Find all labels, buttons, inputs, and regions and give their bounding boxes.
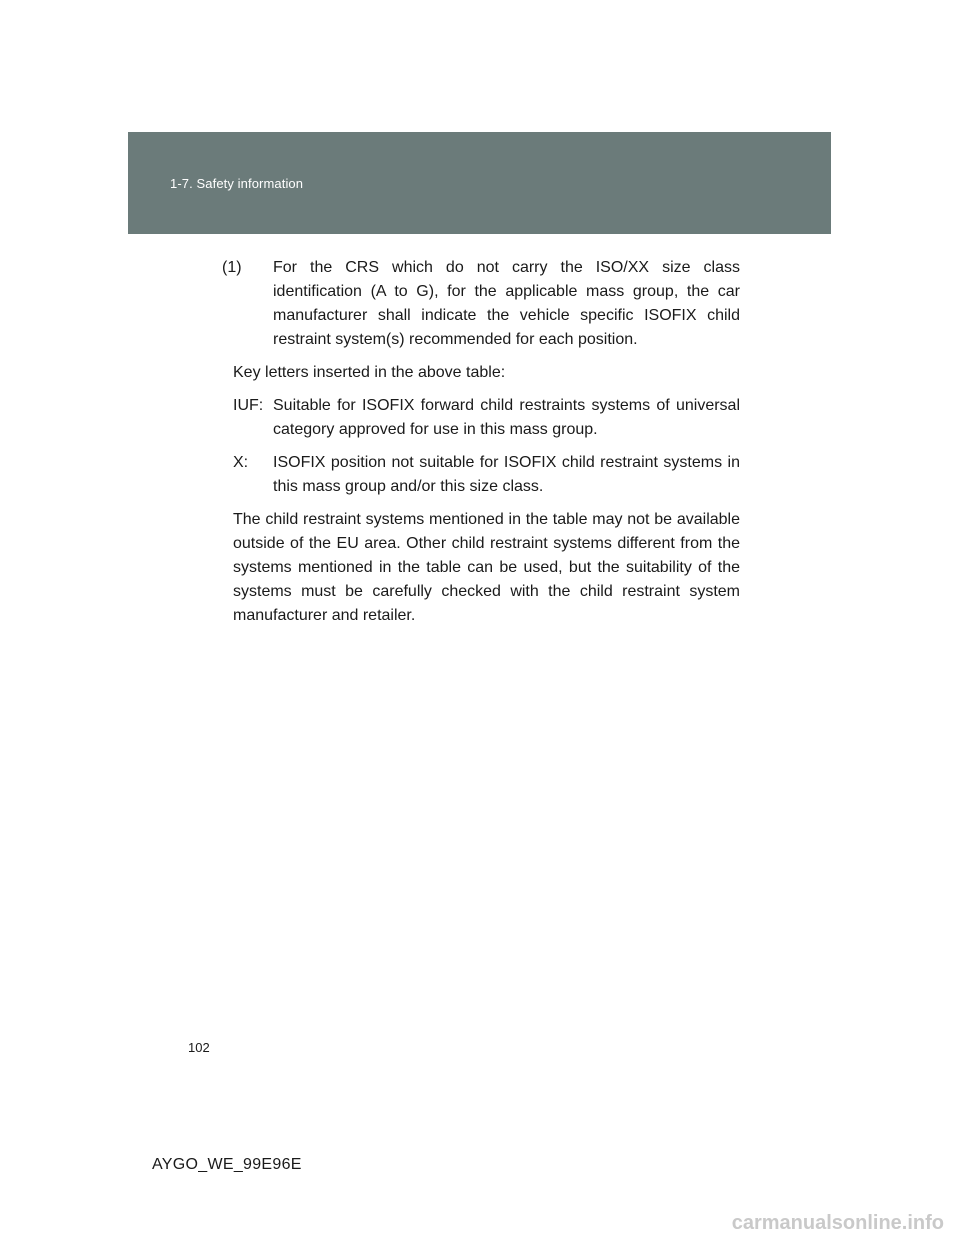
key-letter: X:: [233, 454, 249, 471]
footnote-item: [222, 256, 740, 352]
footnote-label: (1): [222, 259, 242, 276]
watermark: carmanualsonline.info: [731, 1212, 944, 1234]
key-description: ISOFIX position not suitable for ISOFIX child restraint systems in this mass group and/or this size class.: [273, 454, 740, 495]
page-number: 102: [188, 1040, 210, 1055]
document-code: AYGO_WE_99E96E: [152, 1156, 302, 1173]
section-title: 1-7. Safety information: [170, 176, 304, 191]
section-header-band: [128, 132, 831, 234]
key-description: Suitable for ISOFIX forward child restraints systems of universal category approved for use in this mass group.: [273, 397, 740, 438]
key-item-x: [233, 451, 740, 499]
key-intro: Key letters inserted in the above table:: [233, 364, 506, 381]
key-letter: IUF:: [233, 397, 264, 414]
page-content: [222, 256, 740, 628]
key-item-iuf: [233, 394, 740, 442]
closing-paragraph: The child restraint systems mentioned in the table may not be available outside of the EU area. Other child restraint systems different from the systems mentioned in the table can be used, but the suitability of the systems must be carefully checked with the child restraint system manufacturer and retailer.: [233, 511, 740, 624]
footnote-text: For the CRS which do not carry the ISO/XX size class identification (A to G), for the applicable mass group, the car manufacturer shall indicate the vehicle specific ISOFIX child restraint system(s) recommended for each position.: [273, 259, 740, 348]
